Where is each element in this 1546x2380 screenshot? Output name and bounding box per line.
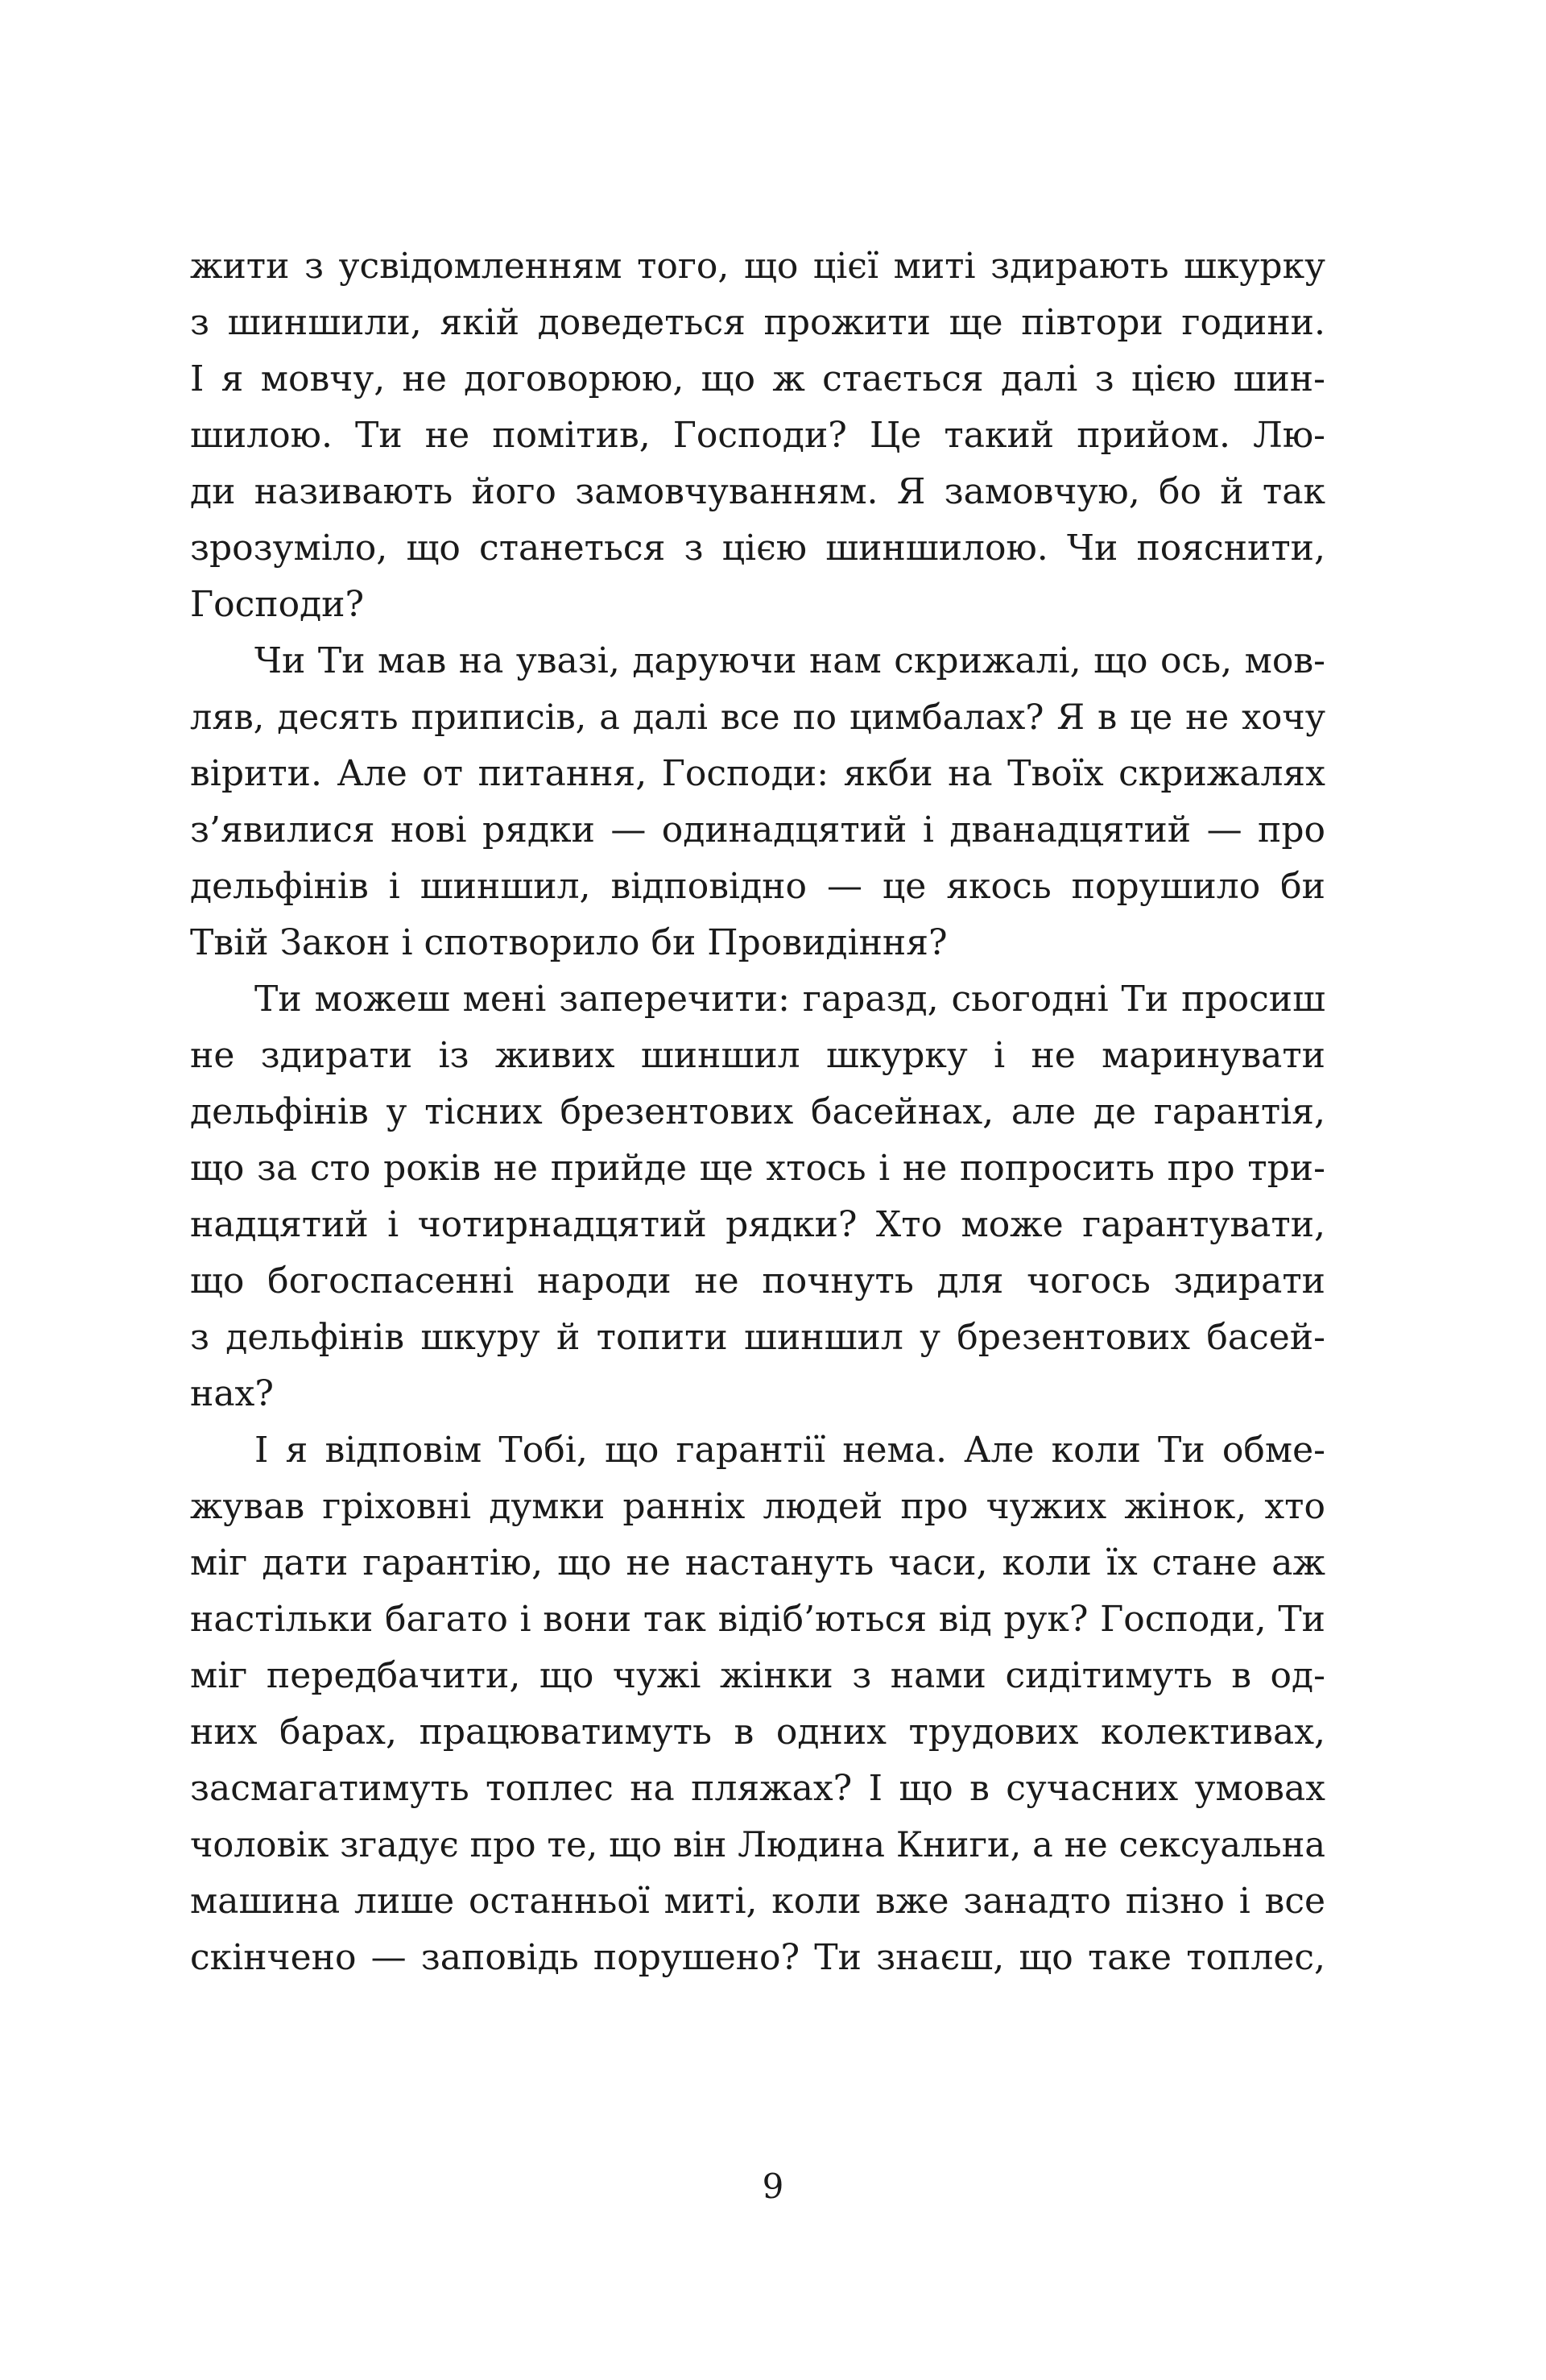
text-line: них барах, працюватимуть в одних трудових колективах,	[190, 1712, 1325, 1753]
text-line: настільки багато і вони так відіб’ються від рук? Господи, Ти	[190, 1599, 1325, 1640]
body-text	[190, 238, 1325, 1986]
text-line: з дельфінів шкуру й топити шиншил у брезентових басей-	[190, 1317, 1325, 1358]
text-line: дельфінів у тісних брезентових басейнах, але де гарантія,	[190, 1091, 1325, 1132]
text-line: чоловік згадує про те, що він Людина Книги, а не сексуальна	[190, 1825, 1325, 1865]
text-line: жити з усвідомленням того, що цієї миті здирають шкурку	[190, 246, 1325, 287]
text-line: надцятий і чотирнадцятий рядки? Хто може гарантувати,	[190, 1204, 1325, 1245]
text-line: скінчено — заповідь порушено? Ти знаєш, що таке топлес,	[190, 1937, 1325, 1978]
text-line: Чи Ти мав на увазі, даруючи нам скрижалі, що ось, мов-	[254, 640, 1325, 681]
text-line: нах?	[190, 1373, 274, 1414]
page-number: 9	[762, 2167, 784, 2206]
text-line: вірити. Але от питання, Господи: якби на Твоїх скрижалях	[190, 753, 1325, 794]
text-line: ди називають його замовчуванням. Я замовчую, бо й так	[190, 471, 1325, 512]
text-line: дельфінів і шиншил, відповідно — це якось порушило би	[190, 866, 1325, 907]
text-line: що за сто років не прийде ще хтось і не попросить про три-	[190, 1148, 1325, 1189]
text-line: з шиншили, якій доведеться прожити ще півтори години.	[190, 302, 1325, 343]
text-line: Ти можеш мені заперечити: гаразд, сьогодні Ти просиш	[254, 979, 1325, 1020]
text-line: міг передбачити, що чужі жінки з нами сидітимуть в од-	[190, 1655, 1325, 1696]
text-line: не здирати із живих шиншил шкурку і не маринувати	[190, 1035, 1325, 1076]
text-line: жував гріховні думки ранніх людей про чужих жінок, хто	[190, 1486, 1325, 1527]
text-line: міг дати гарантію, що не настануть часи, коли їх стане аж	[190, 1542, 1325, 1583]
text-line: засмагатимуть топлес на пляжах? І що в сучасних умовах	[190, 1768, 1325, 1809]
text-line: ляв, десять приписів, а далі все по цимбалах? Я в це не хочу	[190, 697, 1325, 738]
text-line: Твій Закон і спотворило би Провидіння?	[190, 922, 948, 963]
text-line: Господи?	[190, 584, 365, 625]
text-line: з’явилися нові рядки — одинадцятий і дванадцятий — про	[190, 809, 1325, 851]
text-line: шилою. Ти не помітив, Господи? Це такий прийом. Лю-	[190, 415, 1325, 456]
text-line: зрозуміло, що станеться з цією шиншилою. Чи пояснити,	[190, 528, 1325, 569]
text-line: машина лише останньої миті, коли вже занадто пізно і все	[190, 1881, 1325, 1922]
text-line: що богоспасенні народи не почнуть для чогось здирати	[190, 1260, 1325, 1302]
text-line: І я відповім Тобі, що гарантії нема. Але коли Ти обме-	[254, 1430, 1325, 1471]
text-line: І я мовчу, не договорюю, що ж стається далі з цією шин-	[190, 358, 1325, 399]
